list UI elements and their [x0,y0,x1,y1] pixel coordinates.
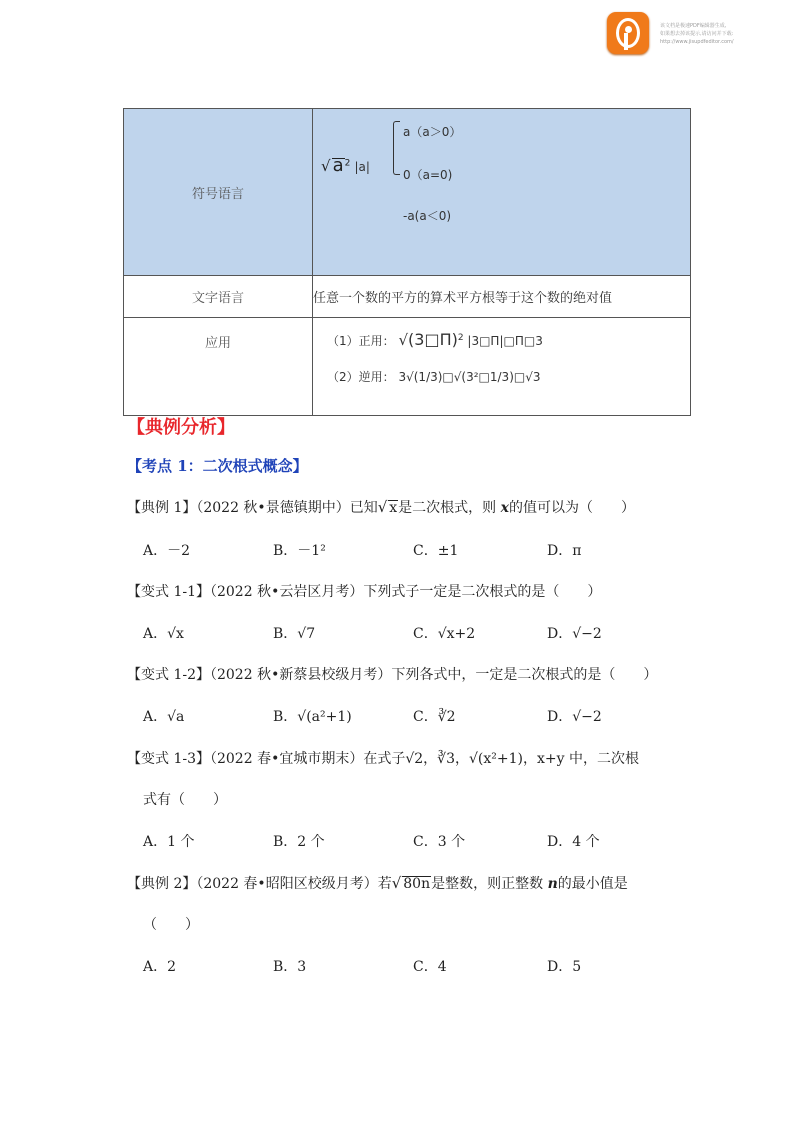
q2-option-a[interactable]: A．√x [143,626,184,642]
q2-option-d[interactable]: D．√−2 [547,626,602,642]
apply-cell [313,318,691,416]
q1-option-a[interactable]: A．－2 [143,543,191,559]
q3-option-c[interactable]: C．∛2 [413,709,456,725]
q4-option-d[interactable]: D．4 个 [547,834,600,850]
question-5-cont: （ ） [143,917,199,933]
q1-option-d[interactable]: D．π [547,543,582,559]
question-3: 【变式 1-2】（2022 秋•新蔡县校级月考）下列各式中，一定是二次根式的是（ ） [127,667,658,683]
text-language-cell: 任意一个数的平方的算术平方根等于这个数的绝对值 [313,276,691,318]
q1-option-c[interactable]: C．±1 [413,543,459,559]
apply-line-2: （2）逆用： 3√(1/3)□√(3²□1/3)□√3 [327,370,541,384]
cases-brace [393,121,400,175]
note-line: http://www.jisupdfeditor.com/ [660,39,734,45]
q5-option-a[interactable]: A．2 [143,959,177,975]
row-label-symbol: 符号语言 [124,109,313,276]
q5-option-b[interactable]: B．3 [273,959,307,975]
property-table [123,108,691,416]
pdf-editor-logo [607,12,649,54]
q3-option-d[interactable]: D．√−2 [547,709,602,725]
section-title: 【典例分析】 [127,417,235,438]
q2-option-b[interactable]: B．√7 [273,626,316,642]
case-zero: 0（a=0) [403,168,453,182]
row-label-text: 文字语言 [124,276,313,318]
apply-line-1: （1）正用： √(3□Π)$^2$ |3□Π|□Π□3 [327,330,543,349]
logo-dot-icon [625,26,632,33]
row-label-apply: 应用 [124,318,313,416]
case-positive: a（a＞0） [403,125,462,139]
question-1: 【典例 1】（2022 秋•景德镇期中）已知√ x是二次根式，则 x的值可以为（ ） [127,498,635,516]
question-4: 【变式 1-3】（2022 春•宜城市期末）在式子√2，∛3，√(x²+1)，x+y 中，二次根 [127,751,639,767]
case-negative: -a(a＜0) [403,209,452,223]
q3-option-a[interactable]: A．√a [143,709,185,725]
topic-title: 【考点 1：二次根式概念】 [127,457,308,475]
q1-option-b[interactable]: B．－1² [273,543,326,559]
q4-option-a[interactable]: A．1 个 [143,834,195,850]
q4-option-b[interactable]: B．2 个 [273,834,325,850]
q5-option-c[interactable]: C．4 [413,959,447,975]
question-5: 【典例 2】（2022 春•昭阳区校级月考）若√ 80n是整数，则正整数 n的最小值是 [127,874,628,892]
question-4-cont: 式有（ ） [143,792,227,808]
note-line: 如果想去掉该提示,请访问并下载: [660,31,734,37]
logo-ring-icon [616,18,640,48]
symbol-formula-cell [313,109,691,276]
watermark-note [660,22,790,46]
q4-option-c[interactable]: C．3 个 [413,834,466,850]
q5-option-d[interactable]: D．5 [547,959,582,975]
q3-option-b[interactable]: B．√(a²+1) [273,709,352,725]
logo-stem-icon [624,33,628,50]
q2-option-c[interactable]: C．√x+2 [413,626,476,642]
question-2: 【变式 1-1】（2022 秋•云岩区月考）下列式子一定是二次根式的是（ ） [127,584,602,600]
note-line: 该文档是极速PDF编辑器生成, [660,23,727,29]
sqrt-formula: √ $a^2$ |a| [321,155,370,176]
